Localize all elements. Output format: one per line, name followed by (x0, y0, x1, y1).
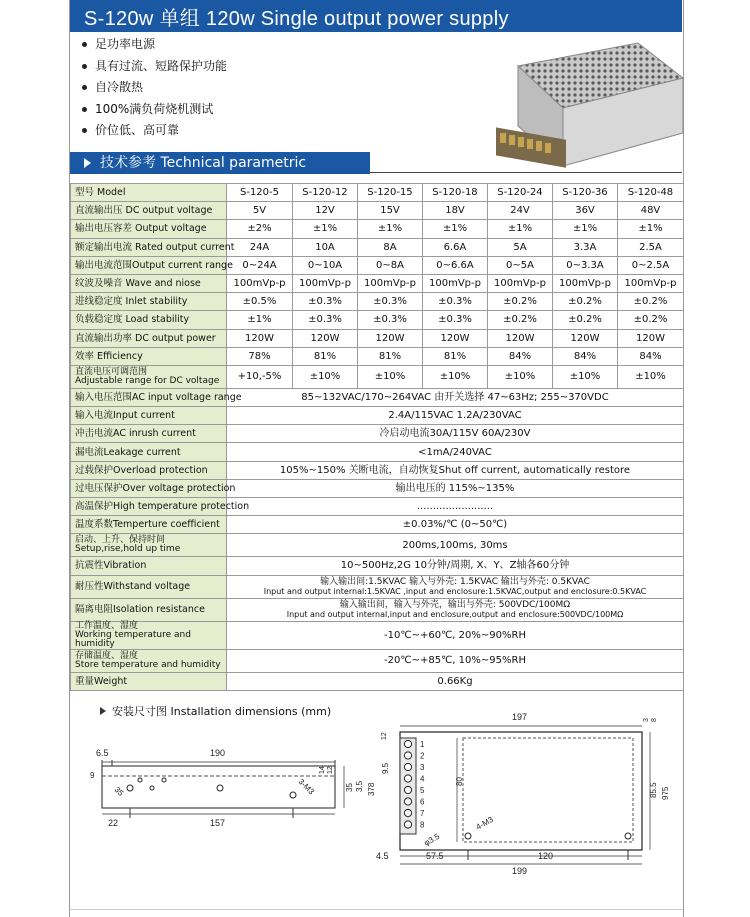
table-cell: 120W (488, 329, 553, 347)
table-cell: ±10% (618, 365, 684, 388)
table-cell: ±0.3% (358, 293, 423, 311)
spec-common-rows (71, 388, 684, 534)
table-cell: 24V (488, 202, 553, 220)
terminal-number: 4 (420, 774, 425, 784)
table-cell: 0~5A (488, 256, 553, 274)
dim-label: 8 (651, 718, 658, 722)
row-label: 输出电压容差 Output voltage (71, 220, 227, 238)
table-cell: 2.5A (618, 238, 684, 256)
table-cell: 0~8A (358, 256, 423, 274)
table-row (71, 184, 684, 202)
terminal-number: 7 (420, 809, 425, 818)
table-cell: ±1% (618, 220, 684, 238)
table-cell: <1mA/240VAC (227, 443, 684, 461)
terminal-screw (404, 821, 411, 828)
dim-label: 120 (538, 851, 554, 861)
terminal-number: 2 (420, 751, 425, 761)
table-cell: S-120-18 (423, 184, 488, 202)
table-cell: ±1% (358, 220, 423, 238)
table-cell: 输出电压的 115%~135% (227, 479, 684, 497)
table-cell: 18V (423, 202, 488, 220)
table-cell: 36V (553, 202, 618, 220)
table-row (71, 598, 684, 621)
dim-label: 14 (319, 766, 326, 774)
table-cell: 100mVp-p (423, 274, 488, 292)
table-cell: 0~6.6A (423, 256, 488, 274)
feature-item: 100%满负荷烧机测试 (82, 99, 402, 121)
table-row (71, 238, 684, 256)
row-label: 直流输出功率 DC output power (71, 329, 227, 347)
table-cell: 120W (423, 329, 488, 347)
table-row (71, 575, 684, 598)
table-cell: 84% (553, 347, 618, 365)
power-supply-product-image (488, 38, 688, 168)
table-row (71, 274, 684, 292)
row-label: 温度系数Temperture coefficient (71, 516, 227, 534)
table-cell: ±1% (488, 220, 553, 238)
terminal-number: 5 (420, 786, 425, 795)
table-cell: 0~10A (293, 256, 358, 274)
table-cell: 0~3.3A (553, 256, 618, 274)
row-label: 工作温度、湿度 Working temperature and humidity (71, 621, 227, 649)
table-row (71, 311, 684, 329)
dim-label: 35 (112, 785, 126, 798)
mount-hole (625, 833, 631, 839)
bullet-icon (82, 85, 87, 90)
row-label: 输入电压范围AC input voltage range (71, 388, 227, 406)
mount-hole (127, 785, 133, 791)
table-row (71, 461, 684, 479)
dim-label: 9 (90, 771, 95, 780)
section-header-technical (70, 152, 370, 174)
table-cell: S-120-24 (488, 184, 553, 202)
table-cell: 10A (293, 238, 358, 256)
spec-table (70, 183, 684, 691)
table-cell: 100mVp-p (488, 274, 553, 292)
table-cell: ........................ (227, 498, 684, 516)
spec-model-rows (71, 184, 684, 366)
table-cell: 6.6A (423, 238, 488, 256)
dim-label: 12 (381, 732, 388, 740)
terminal-screw (404, 786, 411, 793)
feature-list (82, 34, 402, 142)
table-cell: ±0.5% (227, 293, 293, 311)
table-cell: ±1% (553, 220, 618, 238)
row-label: 漏电流Leakage current (71, 443, 227, 461)
table-cell: 84% (488, 347, 553, 365)
mount-hole (465, 833, 471, 839)
dim-label: 3-M3 (296, 777, 316, 797)
table-cell: 5A (488, 238, 553, 256)
dim-label: 6.5 (96, 748, 109, 758)
table-cell: 冷启动电流30A/115V 60A/230V (227, 425, 684, 443)
dim-label: 4.5 (376, 851, 389, 861)
row-label: 重量Weight (71, 672, 227, 690)
bullet-icon (82, 64, 87, 69)
table-cell: ±0.2% (553, 293, 618, 311)
row-label: 进线稳定度 Inlet stability (71, 293, 227, 311)
table-cell: S-120-5 (227, 184, 293, 202)
table-cell: 100mVp-p (293, 274, 358, 292)
terminal-screw (404, 798, 411, 805)
table-row (71, 293, 684, 311)
terminal-screw (404, 809, 411, 816)
table-row (71, 557, 684, 575)
feature-item: 价位低、高可靠 (82, 120, 402, 142)
dim-label: 22 (108, 818, 119, 828)
row-label: 抗震性Vibration (71, 557, 227, 575)
dim-label: 85.5 (649, 782, 658, 798)
terminal-screw (404, 752, 411, 759)
table-cell: 81% (358, 347, 423, 365)
section-divider (370, 172, 682, 173)
play-triangle-icon (100, 707, 106, 715)
terminal-screw (404, 775, 411, 782)
table-cell: ±10% (488, 365, 553, 388)
section-title: 技术参考 Technical parametric (100, 155, 307, 171)
table-cell: 5V (227, 202, 293, 220)
page-title: S-120w 单组 120w Single output power supply (84, 8, 509, 30)
table-row (71, 425, 684, 443)
mount-hole (162, 778, 166, 782)
table-cell: ±1% (227, 311, 293, 329)
table-cell: 200ms,100ms, 30ms (227, 534, 684, 557)
table-cell: S-120-12 (293, 184, 358, 202)
side-body-outline (102, 766, 335, 808)
table-row (71, 443, 684, 461)
table-cell: ±1% (423, 220, 488, 238)
table-cell: 120W (293, 329, 358, 347)
table-cell: 100mVp-p (358, 274, 423, 292)
row-label: 负载稳定度 Load stability (71, 311, 227, 329)
row-label: 输出电流范围Output current range (71, 256, 227, 274)
table-row (71, 365, 684, 388)
row-label: 耐压性Withstand voltage (71, 575, 227, 598)
dim-label: 80 (455, 777, 464, 786)
row-label: 直流输出压 DC output voltage (71, 202, 227, 220)
table-cell: 100mVp-p (227, 274, 293, 292)
table-row (71, 388, 684, 406)
table-cell: 3.3A (553, 238, 618, 256)
row-label: 高温保护High temperature protection (71, 498, 227, 516)
dim-label: 3 (643, 718, 650, 722)
row-label: 纹波及噪音 Wave and niose (71, 274, 227, 292)
row-label: 输入电流Input current (71, 407, 227, 425)
table-cell: S-120-36 (553, 184, 618, 202)
table-cell: 81% (293, 347, 358, 365)
terminal-number: 1 (420, 740, 425, 749)
table-cell: 0.66Kg (227, 672, 684, 690)
table-cell: +10,-5% (227, 365, 293, 388)
table-row (71, 329, 684, 347)
table-cell: ±0.3% (423, 311, 488, 329)
row-label: 过电压保护Over voltage protection (71, 479, 227, 497)
table-cell: ±0.2% (553, 311, 618, 329)
front-view-drawing (370, 708, 680, 878)
mount-hole (150, 786, 154, 790)
table-cell: 120W (358, 329, 423, 347)
dim-label: 9.5 (381, 762, 390, 774)
dim-label: 57.5 (426, 851, 444, 861)
bullet-icon (82, 128, 87, 133)
table-cell: ±0.2% (618, 311, 684, 329)
dim-label: 12 (327, 766, 334, 774)
dim-label: 975 (661, 786, 670, 800)
table-cell: ±0.3% (423, 293, 488, 311)
table-cell: 120W (553, 329, 618, 347)
table-cell: 0~2.5A (618, 256, 684, 274)
table-cell: 81% (423, 347, 488, 365)
row-label: 启动、上升、保持时间 Setup,rise,hold up time (71, 534, 227, 557)
dim-label: 35 (345, 783, 354, 792)
table-cell: S-120-15 (358, 184, 423, 202)
table-row (71, 407, 684, 425)
side-view-drawing (80, 740, 380, 830)
table-cell: 15V (358, 202, 423, 220)
table-cell: ±0.3% (293, 293, 358, 311)
table-cell: ±0.2% (618, 293, 684, 311)
mount-hole (138, 778, 142, 782)
table-cell: 48V (618, 202, 684, 220)
table-row (71, 347, 684, 365)
table-cell: 85~132VAC/170~264VAC 由开关选择 47~63Hz; 255~370VDC (227, 388, 684, 406)
row-label: 效率 Efficiency (71, 347, 227, 365)
row-label: 过载保护Overload protection (71, 461, 227, 479)
table-cell: 输入输出间:1.5KVAC 输入与外壳: 1.5KVAC 输出与外壳: 0.5KVAC Input and output internal:1.5KVAC ,input and enclosure:1.5KVAC,output and enclosure:0.5KVAC (227, 575, 684, 598)
table-cell: ±10% (553, 365, 618, 388)
table-cell: ±1% (293, 220, 358, 238)
table-cell: 2.4A/115VAC 1.2A/230VAC (227, 407, 684, 425)
table-cell: 100mVp-p (553, 274, 618, 292)
table-cell: 84% (618, 347, 684, 365)
row-label: 冲击电流AC inrush current (71, 425, 227, 443)
row-label: 存储温度、湿度 Store temperature and humidity (71, 649, 227, 672)
bullet-icon (82, 107, 87, 112)
table-cell: 78% (227, 347, 293, 365)
table-row (71, 649, 684, 672)
row-label: 隔离电阻Isolation resistance (71, 598, 227, 621)
title-bar (70, 0, 682, 32)
table-cell: 12V (293, 202, 358, 220)
table-cell: ±0.2% (488, 311, 553, 329)
dim-label: 199 (512, 866, 528, 876)
terminal-number: 8 (420, 820, 425, 830)
table-cell: ±10% (293, 365, 358, 388)
table-cell: ±10% (358, 365, 423, 388)
table-row (71, 479, 684, 497)
dim-label: φ3.5 (422, 831, 442, 848)
table-cell: 输入输出间，输入与外壳，输出与外壳: 500VDC/100MΩ Input and output internal,input and enclosure,output and enclosure:500VDC/100MΩ (227, 598, 684, 621)
inner-outline (463, 738, 633, 842)
spec-tail-rows (71, 534, 684, 690)
mount-hole (290, 792, 296, 798)
table-row (71, 220, 684, 238)
mount-hole (217, 785, 223, 791)
dim-label: 3.5 (355, 780, 364, 792)
table-cell: ±0.3% (358, 311, 423, 329)
table-cell: 24A (227, 238, 293, 256)
table-row (71, 516, 684, 534)
table-cell: 105%~150% 关断电流，自动恢复Shut off current, automatically restore (227, 461, 684, 479)
row-label: 直流电压可调范围 Adjustable range for DC voltage (71, 365, 227, 388)
table-cell: ±2% (227, 220, 293, 238)
row-label: 额定输出电流 Rated output current (71, 238, 227, 256)
table-cell: 120W (227, 329, 293, 347)
dim-label: 197 (512, 712, 528, 722)
feature-item: 自冷散热 (82, 77, 402, 99)
row-label: 型号 Model (71, 184, 227, 202)
table-row (71, 534, 684, 557)
terminal-screw (404, 740, 411, 747)
dim-label: 378 (367, 782, 376, 796)
table-row (71, 498, 684, 516)
dimensions-title: 安装尺寸图 Installation dimensions (mm) (100, 703, 331, 719)
play-triangle-icon (84, 158, 91, 168)
table-cell: 10~500Hz,2G 10分钟/周期, X、Y、Z轴各60分钟 (227, 557, 684, 575)
table-cell: S-120-48 (618, 184, 684, 202)
table-row (71, 672, 684, 690)
table-cell: ±0.3% (293, 311, 358, 329)
table-cell: -20℃~+85℃, 10%~95%RH (227, 649, 684, 672)
table-cell: ±0.2% (488, 293, 553, 311)
terminal-number: 6 (420, 797, 425, 807)
table-cell: ±10% (423, 365, 488, 388)
bullet-icon (82, 42, 87, 47)
table-cell: 100mVp-p (618, 274, 684, 292)
dim-label: 157 (210, 818, 226, 828)
feature-item: 具有过流、短路保护功能 (82, 56, 402, 78)
spec-extra-rows (71, 365, 684, 388)
dim-label: 4-M3 (474, 814, 495, 832)
table-cell: 0~24A (227, 256, 293, 274)
table-cell: ±0.03%/℃ (0~50℃) (227, 516, 684, 534)
table-row (71, 202, 684, 220)
table-cell: 120W (618, 329, 684, 347)
table-cell: 8A (358, 238, 423, 256)
dim-label: 190 (210, 748, 226, 758)
table-row (71, 256, 684, 274)
table-row (71, 621, 684, 649)
terminal-screw (404, 763, 411, 770)
table-cell: -10℃~+60℃, 20%~90%RH (227, 621, 684, 649)
bottom-divider (70, 909, 683, 910)
feature-item: 足功率电源 (82, 34, 402, 56)
terminal-number: 3 (420, 763, 425, 772)
